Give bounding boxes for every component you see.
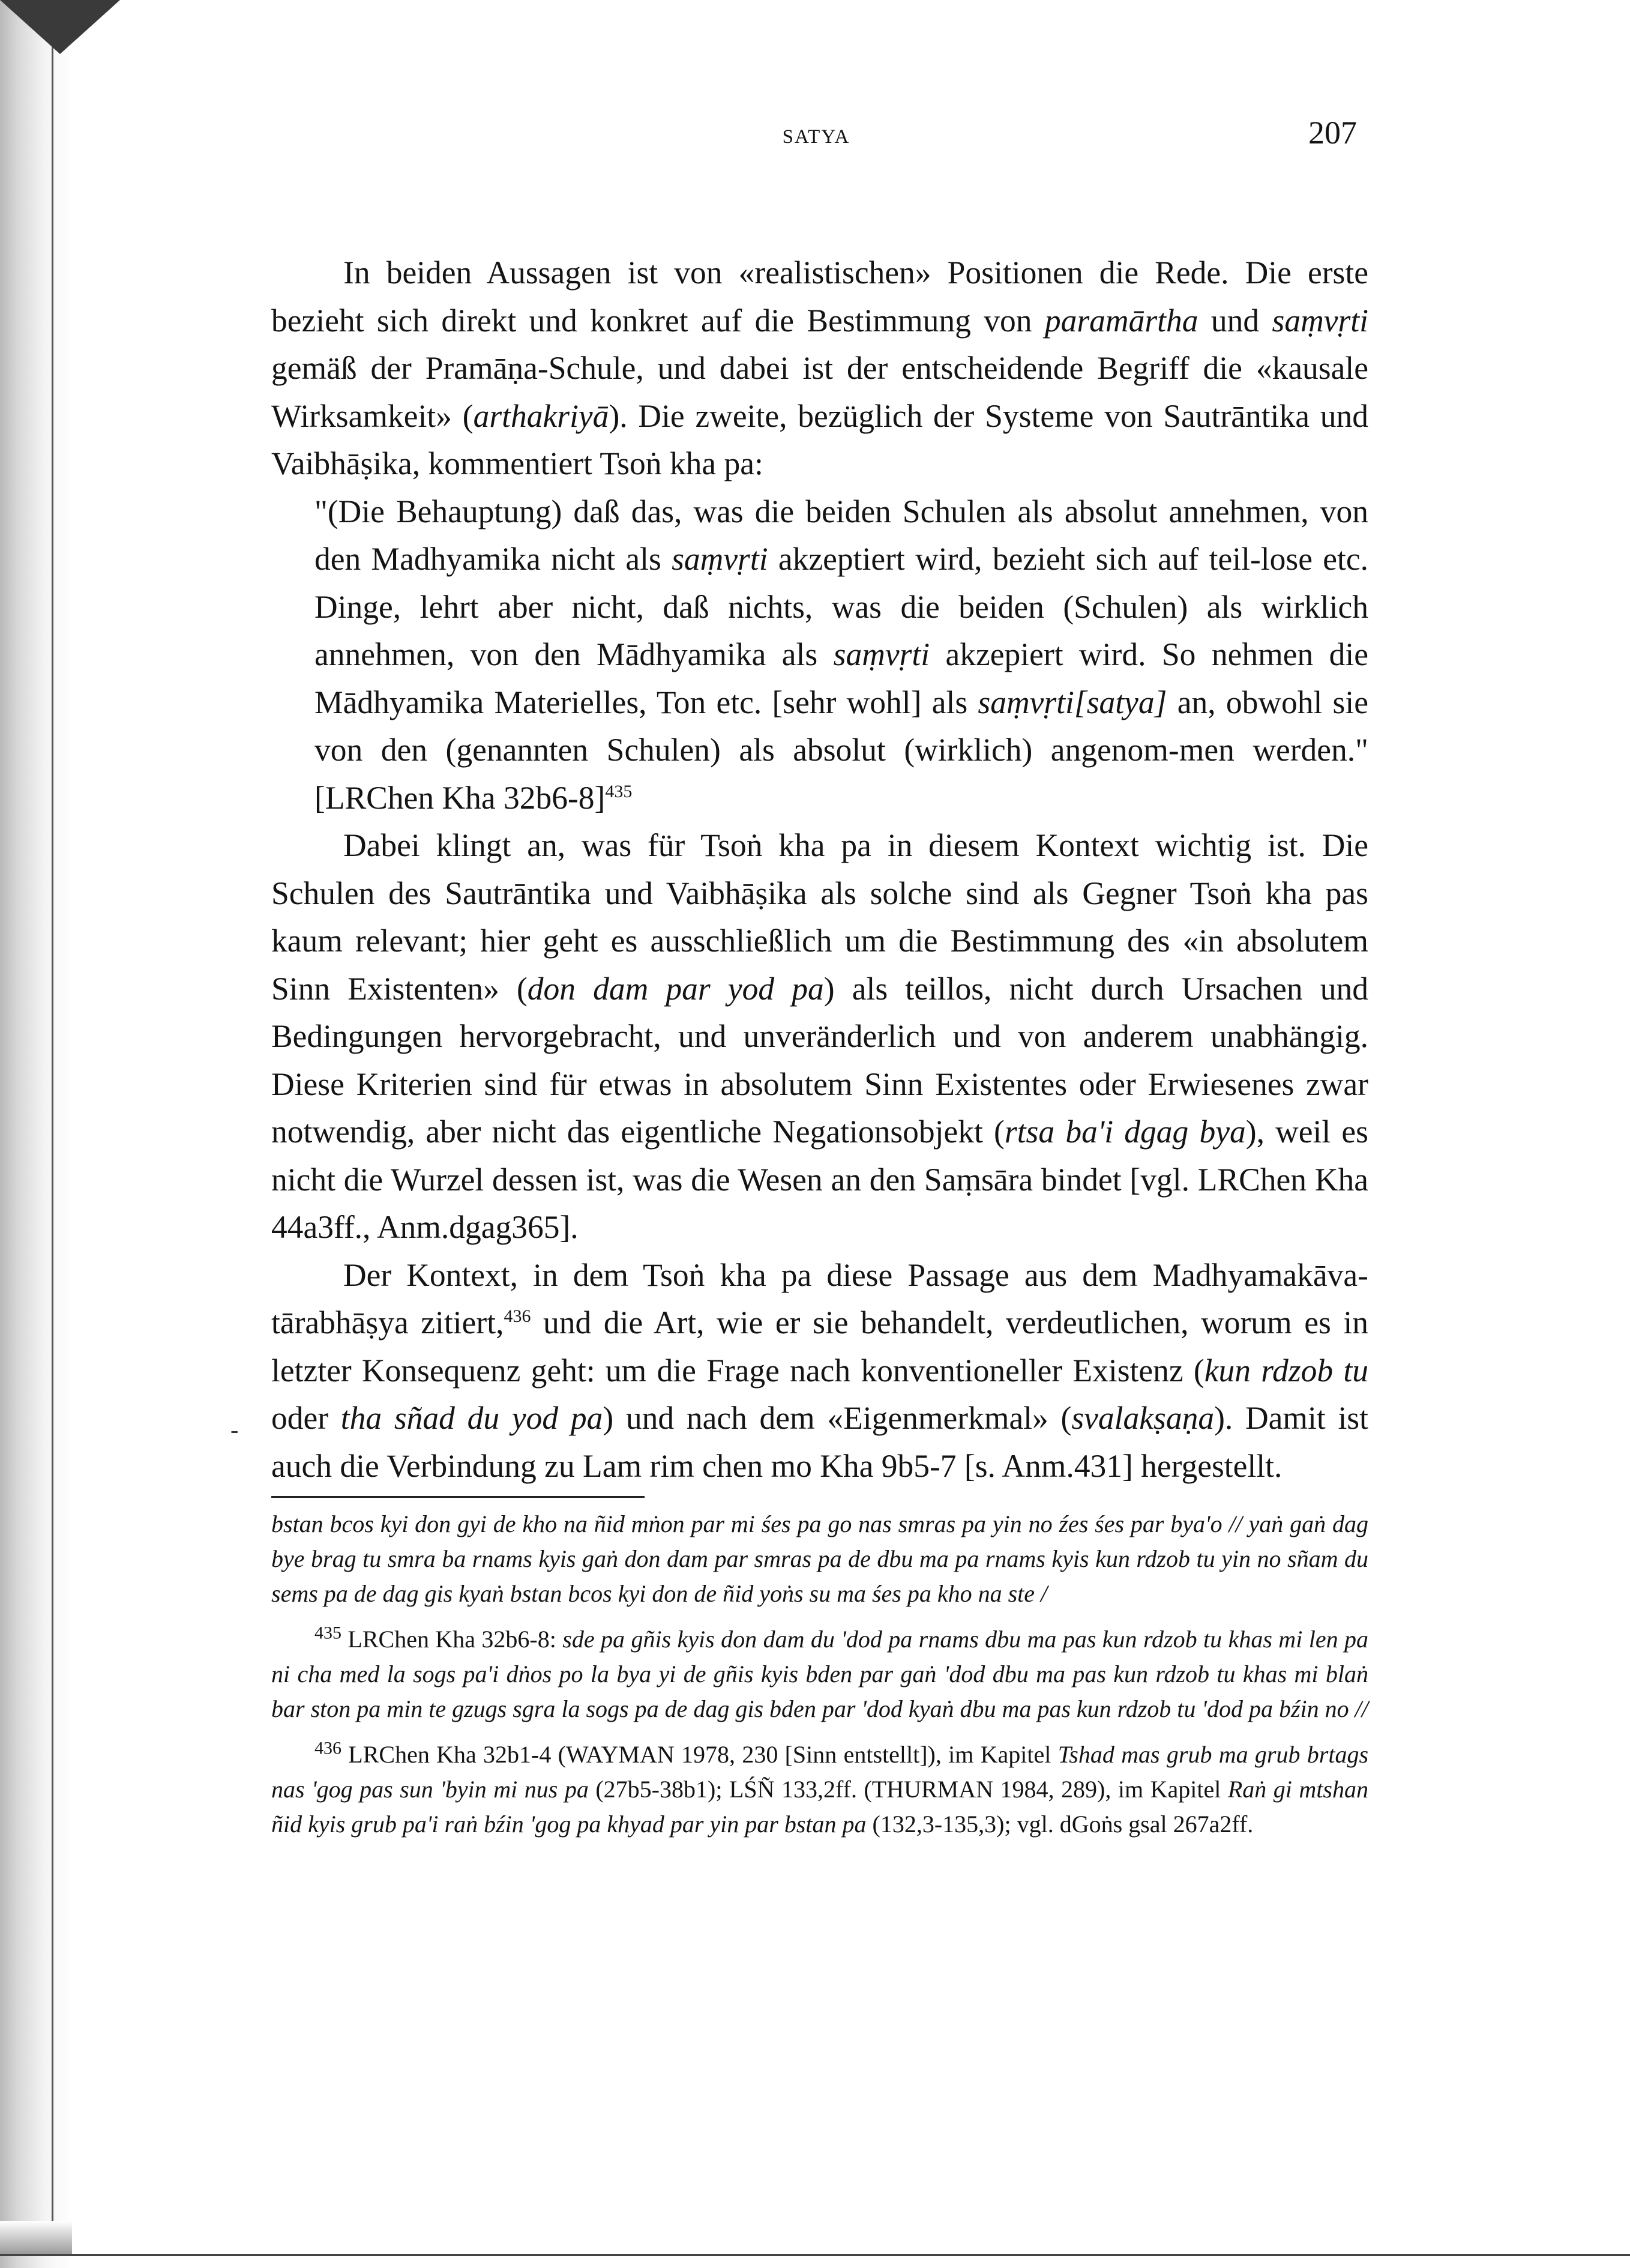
term-italic: saṃvṛti [1272,302,1368,339]
text-run: ). Die zweite, bezüglich der Systeme von Sautrāntika und Vaibhāṣika, kommentiert Tsoṅ kha pa: [271,397,1368,481]
running-head: SATYA [782,126,850,148]
footnote-number: 435 [314,1623,341,1643]
term-italic: tha sñad du yod pa [340,1400,603,1436]
text-run: ). Damit ist auch die Verbindung zu Lam rim chen mo Kha 9b5-7 [s. Anm.431] hergestellt. [271,1400,1368,1484]
text-run: "(Die Behauptung) daß das, was die beiden Schulen als absolut annehmen, von den Madhyamika nicht als [314,493,1368,577]
footnotes [271,1507,1368,1853]
footnote-title-italic: Raṅ gi mtshan ñid kyis grub pa'i raṅ bźin 'gog pa khyad par yin par bstan pa [271,1776,1368,1838]
footnote-436 [271,1737,1368,1842]
footnote-ref-text: LRChen Kha 32b6-8: [341,1626,563,1653]
text-run: gemäß der Pramāṇa-Schule, und dabei ist der entscheidende Begriff die «kausale Wirksamkeit» ( [271,350,1368,434]
scan-bottom-edge [0,2254,1630,2256]
text-run: akzepiert wird. So nehmen die Mādhyamika Materielles, Ton etc. [sehr wohl] als [314,636,1368,720]
term-italic: rtsa ba'i dgag bya [1004,1114,1246,1150]
term-italic: don dam par yod pa [527,970,824,1007]
text-run: ), weil es nicht die Wurzel dessen ist, was die Wesen an den Saṃsāra bindet [vgl. LRChen Kha 44a3ff., Anm.dgag365]. [271,1114,1368,1245]
text-run: und [1198,302,1272,339]
paragraph-2 [271,822,1368,1252]
term-italic: saṃvṛti[satya] [978,684,1167,720]
paragraph-1 [271,249,1368,488]
footnote-continued [271,1507,1368,1611]
footnote-ref-text: LRChen Kha 32b1-4 (WAYMAN 1978, 230 [Sinn entstellt]), im Kapitel [341,1741,1058,1768]
term-italic: saṃvṛti [672,541,768,577]
text-run: an, obwohl sie von den (genannten Schulen) als absolut (wirklich) angenom-men werden." [LRChen Kha 32b6-8] [314,684,1368,816]
text-run: ) und nach dem «Eigenmerkmal» ( [603,1400,1072,1436]
scan-binding-shadow [0,0,120,2268]
term-italic: arthakriyā [473,397,609,434]
footnote-ref-text: (27b5-38b1); LŚÑ 133,2ff. (THURMAN 1984, 289), im Kapitel [588,1776,1228,1803]
footnote-ref-text: (132,3-135,3); vgl. dGoṅs gsal 267a2ff. [866,1811,1254,1838]
term-italic: kun rdzob tu [1204,1352,1369,1389]
text-run: Dabei klingt an, was für Tsoṅ kha pa in diesem Kontext wichtig ist. Die Schulen des Sautrāntika und Vaibhāṣika als solche sind als Gegner Tsoṅ kha pas kaum relevant; hier geht es ausschließlich um die Bestimmung des «in absolutem Sinn Existenten» ( [271,827,1368,1007]
scan-corner-shadow [0,2221,72,2254]
block-quote [314,488,1368,822]
term-italic: svalakṣaṇa [1071,1400,1215,1436]
footnote-separator [271,1496,645,1498]
text-run: und die Art, wie er sie behandelt, verdeutlichen, worum es in letzter Konsequenz geht: um die Frage nach konventioneller Existenz ( [271,1304,1368,1389]
text-run: Der Kontext, in dem Tsoṅ kha pa diese Passage aus dem Madhyamakāva-tārabhāṣya zitiert, [271,1256,1368,1341]
footnote-ref-435[interactable]: 435 [605,781,633,801]
term-italic: paramārtha [1044,302,1198,339]
footnote-text: sde pa gñis kyis don dam du 'dod pa rnams dbu ma pas kun rdzob tu khas mi len pa ni cha med la sogs pa'i dṅos po la bya yi de gñis kyis bden par gaṅ 'dod dbu ma pas kun rdzob tu khas mi blaṅ bar ston pa min te gzugs sgra la sogs pa de dag gis bden par 'dod kyaṅ dbu ma pas kun rdzob tu 'dod pa bźin no // [271,1626,1369,1722]
paragraph-3 [271,1252,1368,1491]
binding-edge-line [52,24,53,2239]
footnote-number: 436 [314,1738,341,1758]
text-run: oder [271,1400,341,1436]
binding-corner-mark [0,0,120,54]
text-run: akzeptiert wird, bezieht sich auf teil-lose etc. Dinge, lehrt aber nicht, daß nichts, was die beiden (Schulen) als wirklich annehmen, von den Mādhyamika als [314,541,1369,672]
text-run: In beiden Aussagen ist von «realistischen» Positionen die Rede. Die erste bezieht sich direkt und konkret auf die Bestimmung von [271,255,1368,339]
footnote-435 [271,1622,1368,1727]
text-run: ) als teillos, nicht durch Ursachen und Bedingungen hervorgebracht, und unveränderlich und von anderem unabhängig. Diese Kriterien sind für etwas in absolutem Sinn Existentes oder Erwiesenes zwar notwendig, aber nicht das eigentliche Negationsobjekt ( [271,970,1368,1150]
main-text [271,249,1368,1490]
term-italic: saṃvṛti [833,636,930,672]
footnote-ref-436[interactable]: 436 [504,1306,531,1327]
page-number: 207 [1308,115,1357,151]
margin-mark: ‐ [230,1416,239,1443]
footnote-text: bstan bcos kyi don gyi de kho na ñid mṅon par mi śes pa go nas smras pa yin no źes śes par bya'o // yaṅ gaṅ dag bye brag tu smra ba rnams kyis gaṅ don dam par smras pa de dbu ma pa rnams kyis kun rdzob tu yin no sñam du sems pa de dag gis kyaṅ bstan bcos kyi don de ñid yoṅs su ma śes pa kho na ste / [271,1510,1368,1607]
footnote-title-italic: Tshad mas grub ma grub brtags nas 'gog pas sun 'byin mi nus pa [271,1741,1369,1803]
